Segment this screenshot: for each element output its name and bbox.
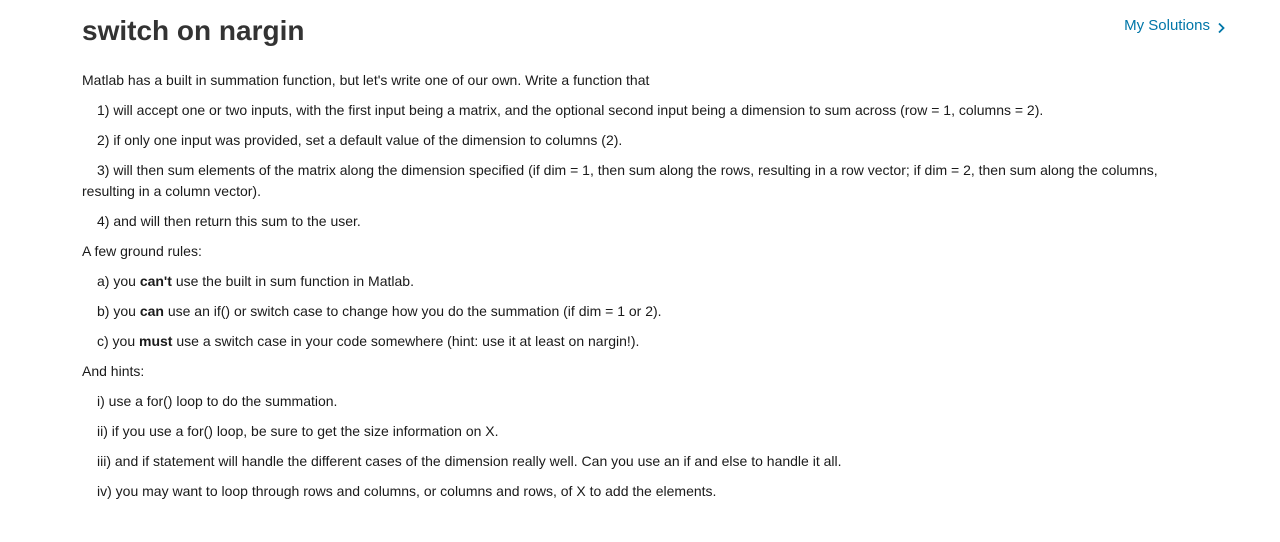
rule-text-pre: b) you	[97, 303, 140, 319]
intro-text: Matlab has a built in summation function, but let's write one of our own. Write a function that	[82, 72, 650, 88]
rule-emphasis: can	[139, 303, 164, 319]
rule-item	[82, 301, 1172, 322]
hint-item: i) use a for() loop to do the summation.	[97, 393, 338, 409]
problem-description	[82, 70, 1172, 511]
rules-heading: A few ground rules:	[82, 243, 202, 259]
hint-item: iii) and if statement will handle the different cases of the dimension really well. Can you use an if and else to handle it all.	[97, 453, 842, 469]
hints-heading: And hints:	[82, 363, 145, 379]
rule-text-post: use an if() or switch case to change how you do the summation (if dim = 1 or 2).	[163, 303, 662, 319]
my-solutions-link[interactable]	[1124, 16, 1226, 36]
rule-text-post: use a switch case in your code somewhere (hint: use it at least on nargin!).	[172, 333, 640, 349]
hint-item: iv) you may want to loop through rows and columns, or columns and rows, of X to add the elements.	[97, 483, 717, 499]
step-item: 4) and will then return this sum to the user.	[97, 213, 361, 229]
page-title: switch on nargin	[82, 15, 305, 46]
step-item: 2) if only one input was provided, set a default value of the dimension to columns (2).	[97, 132, 623, 148]
rule-item	[82, 331, 1172, 352]
rule-emphasis: must	[139, 333, 173, 349]
rule-text-pre: c) you	[97, 333, 140, 349]
step-item: 1) will accept one or two inputs, with the first input being a matrix, and the optional second input being a dimension to sum across (row = 1, columns = 2).	[97, 102, 1044, 118]
rule-text-pre: a) you	[97, 273, 140, 289]
chevron-right-icon	[1216, 20, 1226, 32]
step-item: 3) will then sum elements of the matrix along the dimension specified (if dim = 1, then sum along the rows, resulting in a row vector; if dim = 2, then sum along the columns, resulting in a column vector).	[82, 162, 1158, 199]
rule-emphasis: can't	[139, 273, 172, 289]
rule-text-post: use the built in sum function in Matlab.	[171, 273, 414, 289]
hint-item: ii) if you use a for() loop, be sure to get the size information on X.	[97, 423, 499, 439]
my-solutions-label: My Solutions	[1124, 17, 1210, 34]
rule-item	[82, 271, 1172, 292]
